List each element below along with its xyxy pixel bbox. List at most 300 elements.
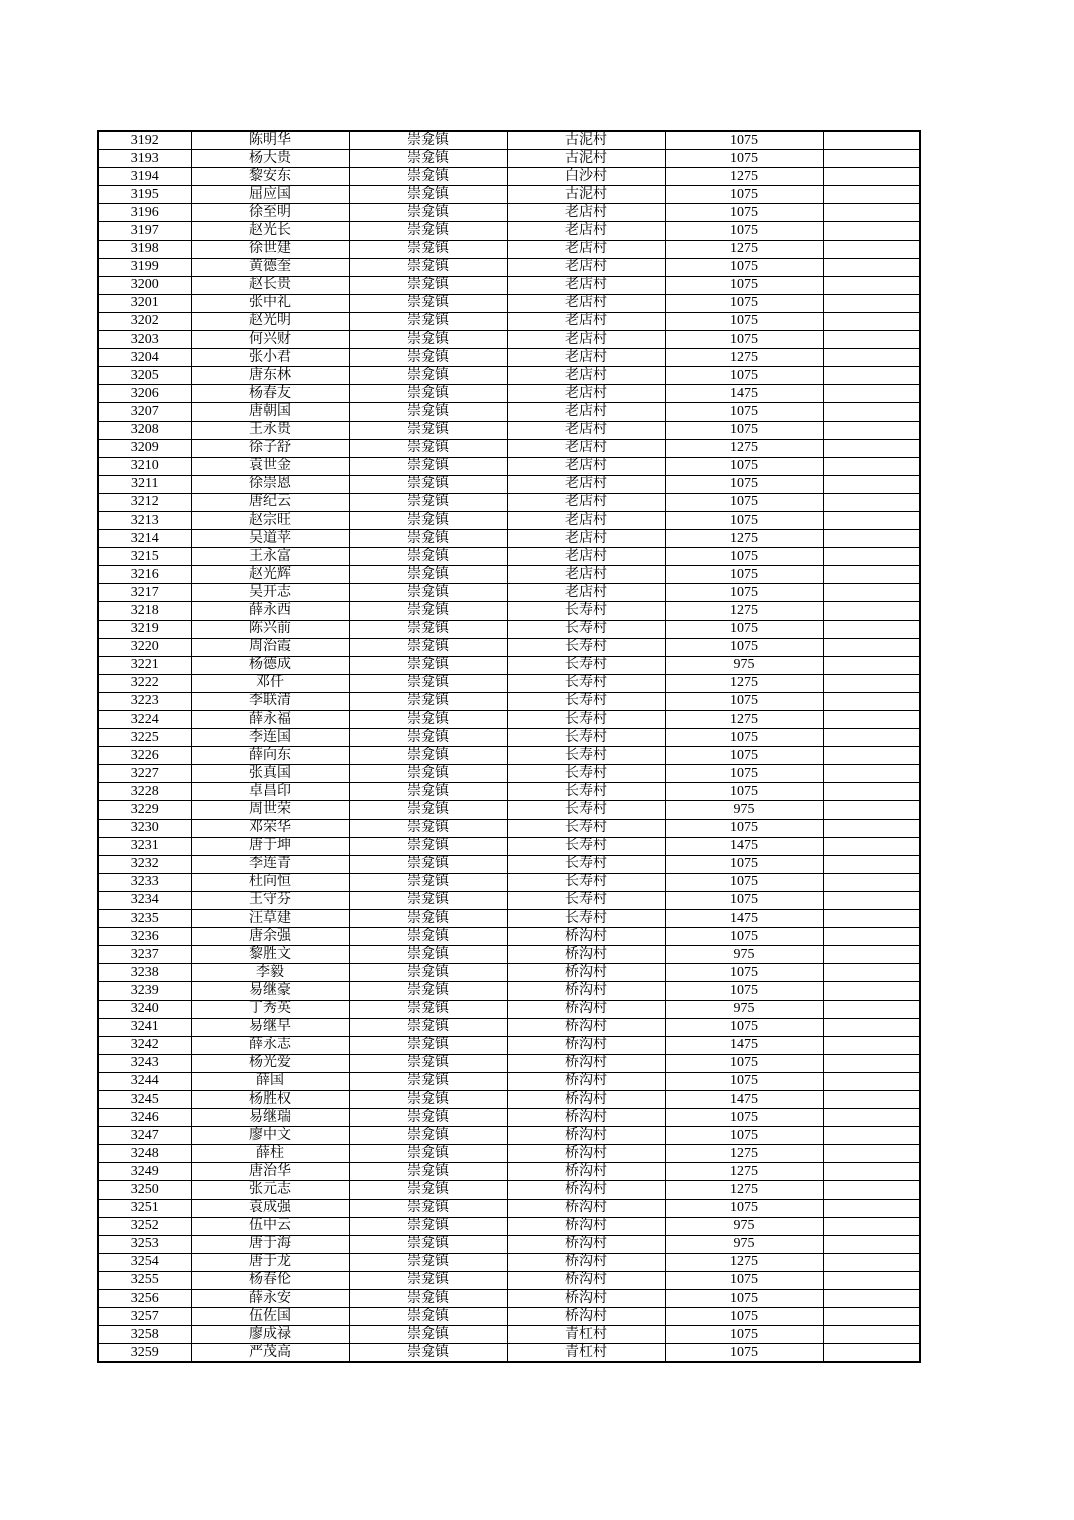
cell-note [823,1090,920,1108]
cell-name: 伍佐国 [191,1308,349,1326]
cell-village: 长寿村 [507,692,665,710]
cell-number: 3215 [98,548,191,566]
table-row [98,638,920,656]
cell-village: 老店村 [507,511,665,529]
cell-town: 崇龛镇 [349,837,507,855]
cell-number: 3209 [98,439,191,457]
cell-village: 老店村 [507,584,665,602]
cell-name: 张中礼 [191,294,349,312]
cell-amount: 1075 [665,276,823,294]
table-row [98,403,920,421]
table-row [98,258,920,276]
table-row [98,367,920,385]
table-row [98,131,920,150]
cell-town: 崇龛镇 [349,602,507,620]
table-row [98,946,920,964]
cell-number: 3198 [98,240,191,258]
cell-village: 长寿村 [507,674,665,692]
cell-town: 崇龛镇 [349,1199,507,1217]
cell-name: 唐治华 [191,1163,349,1181]
cell-village: 桥沟村 [507,1145,665,1163]
cell-number: 3218 [98,602,191,620]
cell-number: 3235 [98,910,191,928]
cell-village: 长寿村 [507,711,665,729]
cell-name: 徐世建 [191,240,349,258]
cell-town: 崇龛镇 [349,294,507,312]
cell-note [823,530,920,548]
cell-village: 桥沟村 [507,946,665,964]
cell-number: 3220 [98,638,191,656]
cell-town: 崇龛镇 [349,349,507,367]
cell-amount: 1075 [665,855,823,873]
table-row [98,530,920,548]
table-row [98,602,920,620]
cell-amount: 1275 [665,1163,823,1181]
table-row [98,620,920,638]
cell-amount: 1475 [665,385,823,403]
table-row [98,1217,920,1235]
cell-village: 老店村 [507,566,665,584]
cell-number: 3219 [98,620,191,638]
cell-town: 崇龛镇 [349,638,507,656]
cell-note [823,891,920,909]
cell-number: 3239 [98,982,191,1000]
cell-name: 张小君 [191,349,349,367]
cell-name: 吴开志 [191,584,349,602]
cell-number: 3204 [98,349,191,367]
cell-note [823,1036,920,1054]
cell-town: 崇龛镇 [349,312,507,330]
cell-name: 何兴财 [191,331,349,349]
cell-name: 王守芬 [191,891,349,909]
cell-amount: 1075 [665,1271,823,1289]
cell-village: 长寿村 [507,729,665,747]
cell-amount: 1275 [665,602,823,620]
cell-name: 杨大贵 [191,150,349,168]
cell-town: 崇龛镇 [349,439,507,457]
cell-name: 张元志 [191,1181,349,1199]
table-row [98,1109,920,1127]
cell-number: 3207 [98,403,191,421]
cell-village: 长寿村 [507,855,665,873]
cell-note [823,385,920,403]
cell-number: 3256 [98,1290,191,1308]
table-row [98,548,920,566]
cell-note [823,150,920,168]
cell-amount: 1075 [665,258,823,276]
cell-name: 唐纪云 [191,493,349,511]
cell-number: 3242 [98,1036,191,1054]
cell-note [823,1109,920,1127]
cell-name: 丁秀英 [191,1000,349,1018]
cell-village: 长寿村 [507,620,665,638]
cell-town: 崇龛镇 [349,1018,507,1036]
cell-town: 崇龛镇 [349,964,507,982]
cell-number: 3254 [98,1253,191,1271]
cell-note [823,1145,920,1163]
cell-name: 黎胜文 [191,946,349,964]
cell-name: 杨光爱 [191,1054,349,1072]
cell-number: 3241 [98,1018,191,1036]
cell-number: 3259 [98,1344,191,1363]
cell-village: 桥沟村 [507,928,665,946]
cell-name: 赵长贵 [191,276,349,294]
cell-town: 崇龛镇 [349,493,507,511]
cell-village: 老店村 [507,475,665,493]
cell-amount: 1075 [665,1072,823,1090]
cell-amount: 1075 [665,692,823,710]
cell-note [823,1072,920,1090]
cell-note [823,439,920,457]
cell-amount: 1275 [665,674,823,692]
table-row [98,204,920,222]
cell-village: 桥沟村 [507,1253,665,1271]
cell-note [823,819,920,837]
cell-name: 薛永西 [191,602,349,620]
cell-name: 邓仟 [191,674,349,692]
cell-note [823,276,920,294]
cell-note [823,403,920,421]
cell-amount: 1075 [665,729,823,747]
cell-amount: 1275 [665,711,823,729]
cell-name: 徐至明 [191,204,349,222]
cell-note [823,548,920,566]
cell-amount: 1075 [665,1054,823,1072]
cell-amount: 1275 [665,240,823,258]
cell-number: 3210 [98,457,191,475]
cell-number: 3224 [98,711,191,729]
table-row [98,331,920,349]
cell-name: 廖中文 [191,1127,349,1145]
table-row [98,1308,920,1326]
cell-village: 老店村 [507,312,665,330]
cell-name: 李联清 [191,692,349,710]
cell-amount: 1275 [665,1253,823,1271]
cell-name: 周治霞 [191,638,349,656]
table-row [98,1344,920,1363]
cell-number: 3192 [98,131,191,150]
cell-number: 3240 [98,1000,191,1018]
cell-town: 崇龛镇 [349,729,507,747]
table-row [98,855,920,873]
cell-note [823,620,920,638]
cell-name: 唐东林 [191,367,349,385]
cell-town: 崇龛镇 [349,222,507,240]
cell-number: 3233 [98,873,191,891]
table-row [98,692,920,710]
cell-village: 长寿村 [507,873,665,891]
table-row [98,1253,920,1271]
cell-note [823,765,920,783]
table-row [98,294,920,312]
cell-number: 3237 [98,946,191,964]
cell-village: 老店村 [507,457,665,475]
cell-name: 赵光明 [191,312,349,330]
cell-village: 古泥村 [507,131,665,150]
cell-village: 古泥村 [507,186,665,204]
cell-number: 3232 [98,855,191,873]
table-row [98,819,920,837]
table-row [98,475,920,493]
table-row [98,1145,920,1163]
table-row [98,1326,920,1344]
cell-name: 李毅 [191,964,349,982]
cell-town: 崇龛镇 [349,1326,507,1344]
cell-note [823,258,920,276]
cell-town: 崇龛镇 [349,1127,507,1145]
cell-amount: 1075 [665,493,823,511]
cell-note [823,982,920,1000]
cell-note [823,729,920,747]
cell-town: 崇龛镇 [349,801,507,819]
cell-amount: 1075 [665,1308,823,1326]
cell-village: 桥沟村 [507,1000,665,1018]
cell-number: 3228 [98,783,191,801]
cell-note [823,638,920,656]
cell-note [823,837,920,855]
cell-note [823,204,920,222]
cell-village: 长寿村 [507,819,665,837]
cell-note [823,602,920,620]
cell-note [823,168,920,186]
cell-village: 青杠村 [507,1326,665,1344]
cell-number: 3201 [98,294,191,312]
cell-name: 张真国 [191,765,349,783]
cell-village: 桥沟村 [507,1036,665,1054]
cell-name: 杜向恒 [191,873,349,891]
cell-village: 老店村 [507,367,665,385]
table-row [98,421,920,439]
cell-number: 3214 [98,530,191,548]
table-row [98,656,920,674]
cell-village: 长寿村 [507,602,665,620]
table-row [98,765,920,783]
table-row [98,837,920,855]
cell-number: 3249 [98,1163,191,1181]
cell-number: 3253 [98,1235,191,1253]
table-row [98,240,920,258]
table-body [98,131,920,1362]
cell-town: 崇龛镇 [349,692,507,710]
cell-amount: 1475 [665,837,823,855]
cell-number: 3230 [98,819,191,837]
cell-town: 崇龛镇 [349,1163,507,1181]
cell-name: 吴道苹 [191,530,349,548]
cell-amount: 1275 [665,168,823,186]
cell-town: 崇龛镇 [349,421,507,439]
cell-amount: 1075 [665,747,823,765]
cell-town: 崇龛镇 [349,548,507,566]
cell-village: 桥沟村 [507,1290,665,1308]
table-row [98,1090,920,1108]
table-row [98,385,920,403]
cell-town: 崇龛镇 [349,928,507,946]
cell-amount: 1075 [665,131,823,150]
table-row [98,1018,920,1036]
cell-number: 3246 [98,1109,191,1127]
cell-note [823,1344,920,1363]
cell-amount: 1075 [665,1018,823,1036]
table-row [98,1054,920,1072]
cell-town: 崇龛镇 [349,765,507,783]
cell-name: 薛国 [191,1072,349,1090]
cell-number: 3250 [98,1181,191,1199]
cell-number: 3258 [98,1326,191,1344]
cell-amount: 1275 [665,1145,823,1163]
cell-number: 3251 [98,1199,191,1217]
cell-number: 3252 [98,1217,191,1235]
table-row [98,928,920,946]
table-row [98,349,920,367]
cell-town: 崇龛镇 [349,1271,507,1289]
cell-village: 长寿村 [507,638,665,656]
table-row [98,891,920,909]
table-row [98,1036,920,1054]
cell-number: 3223 [98,692,191,710]
cell-amount: 1075 [665,421,823,439]
cell-name: 赵光辉 [191,566,349,584]
cell-name: 薛永安 [191,1290,349,1308]
cell-name: 李连青 [191,855,349,873]
cell-town: 崇龛镇 [349,1308,507,1326]
table-row [98,566,920,584]
cell-note [823,1163,920,1181]
cell-amount: 1075 [665,765,823,783]
cell-note [823,421,920,439]
cell-number: 3225 [98,729,191,747]
cell-amount: 1475 [665,1090,823,1108]
cell-number: 3245 [98,1090,191,1108]
table-row [98,1199,920,1217]
cell-note [823,946,920,964]
cell-amount: 1075 [665,928,823,946]
cell-note [823,656,920,674]
table-row [98,168,920,186]
cell-number: 3238 [98,964,191,982]
table-row [98,150,920,168]
cell-amount: 1075 [665,819,823,837]
cell-number: 3202 [98,312,191,330]
cell-amount: 1075 [665,150,823,168]
cell-village: 桥沟村 [507,1181,665,1199]
cell-village: 青杠村 [507,1344,665,1363]
cell-town: 崇龛镇 [349,1253,507,1271]
cell-amount: 1075 [665,964,823,982]
cell-town: 崇龛镇 [349,656,507,674]
cell-village: 老店村 [507,403,665,421]
cell-village: 老店村 [507,204,665,222]
cell-village: 老店村 [507,276,665,294]
cell-town: 崇龛镇 [349,186,507,204]
cell-town: 崇龛镇 [349,204,507,222]
cell-amount: 975 [665,656,823,674]
cell-town: 崇龛镇 [349,1000,507,1018]
cell-name: 邓荣华 [191,819,349,837]
cell-amount: 975 [665,1000,823,1018]
cell-name: 徐子舒 [191,439,349,457]
cell-town: 崇龛镇 [349,131,507,150]
cell-note [823,1018,920,1036]
cell-town: 崇龛镇 [349,1072,507,1090]
cell-town: 崇龛镇 [349,566,507,584]
cell-amount: 1075 [665,204,823,222]
cell-village: 长寿村 [507,747,665,765]
table-row [98,511,920,529]
table-row [98,584,920,602]
cell-name: 赵宗旺 [191,511,349,529]
cell-town: 崇龛镇 [349,150,507,168]
cell-number: 3206 [98,385,191,403]
cell-amount: 1275 [665,1181,823,1199]
table-row [98,439,920,457]
cell-note [823,131,920,150]
table-row [98,964,920,982]
table-row [98,674,920,692]
table-row [98,801,920,819]
cell-village: 古泥村 [507,150,665,168]
cell-amount: 1075 [665,1109,823,1127]
cell-number: 3211 [98,475,191,493]
cell-town: 崇龛镇 [349,168,507,186]
cell-amount: 1475 [665,910,823,928]
cell-number: 3203 [98,331,191,349]
cell-village: 桥沟村 [507,1127,665,1145]
cell-note [823,584,920,602]
cell-town: 崇龛镇 [349,1145,507,1163]
cell-amount: 975 [665,801,823,819]
cell-name: 唐于龙 [191,1253,349,1271]
cell-town: 崇龛镇 [349,475,507,493]
cell-village: 老店村 [507,385,665,403]
cell-amount: 1275 [665,439,823,457]
cell-town: 崇龛镇 [349,783,507,801]
cell-town: 崇龛镇 [349,385,507,403]
cell-note [823,1181,920,1199]
cell-number: 3216 [98,566,191,584]
cell-note [823,349,920,367]
cell-village: 长寿村 [507,783,665,801]
cell-name: 陈兴前 [191,620,349,638]
cell-name: 廖成禄 [191,1326,349,1344]
cell-name: 王永贵 [191,421,349,439]
cell-village: 桥沟村 [507,1271,665,1289]
cell-number: 3195 [98,186,191,204]
cell-name: 薛向东 [191,747,349,765]
cell-village: 老店村 [507,530,665,548]
cell-name: 王永富 [191,548,349,566]
cell-number: 3213 [98,511,191,529]
cell-name: 周世荣 [191,801,349,819]
table-row [98,1127,920,1145]
cell-note [823,511,920,529]
cell-amount: 1075 [665,783,823,801]
table-row [98,873,920,891]
cell-amount: 1075 [665,222,823,240]
cell-village: 桥沟村 [507,1090,665,1108]
cell-amount: 1075 [665,367,823,385]
cell-name: 唐朝国 [191,403,349,421]
cell-number: 3221 [98,656,191,674]
cell-town: 崇龛镇 [349,1054,507,1072]
cell-village: 桥沟村 [507,964,665,982]
cell-note [823,801,920,819]
cell-town: 崇龛镇 [349,1181,507,1199]
cell-number: 3222 [98,674,191,692]
cell-amount: 1075 [665,312,823,330]
cell-village: 老店村 [507,331,665,349]
cell-note [823,928,920,946]
cell-name: 易继早 [191,1018,349,1036]
